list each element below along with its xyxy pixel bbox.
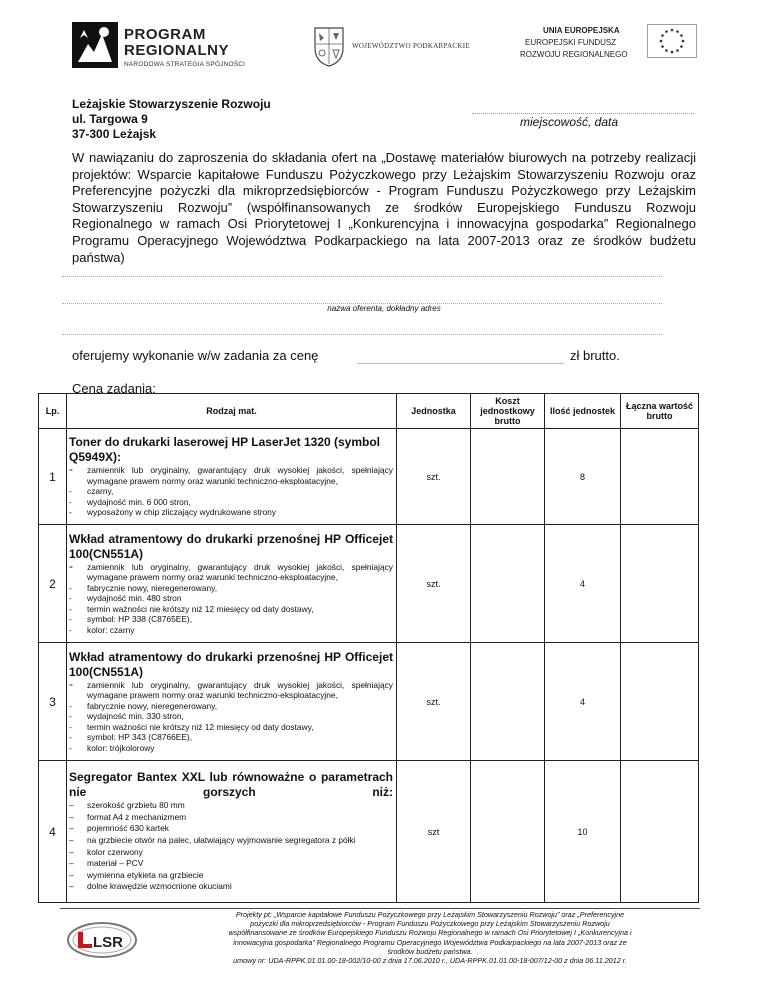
program-regionalny-icon: [72, 22, 118, 68]
footer-line4: innowacyjna gospodarka” Regionalnego Programu Operacyjnego Województwa Podkarpackiego na lata 2007-2013 oraz ze: [233, 937, 627, 947]
row-unit: szt.: [397, 429, 471, 525]
row-qty: 8: [545, 429, 621, 525]
col-name: Rodzaj mat.: [67, 394, 397, 429]
spec-item: – dolne krawędzie wzmocnione okuciami: [69, 881, 393, 891]
row-unit-cost-cell[interactable]: [471, 525, 545, 643]
row-total-cell[interactable]: [621, 525, 699, 643]
col-unit-cost: Koszt jednostkowy brutto: [471, 394, 545, 429]
spec-item: – szerokość grzbietu 80 mm: [69, 800, 393, 810]
spec-item: – materiał – PCV: [69, 858, 393, 868]
spec-item: - termin ważności nie krótszy niż 12 miesięcy od daty dostawy,: [69, 722, 393, 732]
spec-item: - symbol: HP 343 (C8766EE),: [69, 732, 393, 742]
price-field[interactable]: [357, 363, 564, 364]
row-total-cell[interactable]: [621, 643, 699, 761]
table-row: [39, 643, 699, 761]
row-desc: [67, 525, 397, 643]
address-line1: Leżajskie Stowarzyszenie Rozwoju: [72, 97, 271, 111]
col-lp: Lp.: [39, 394, 67, 429]
item-title: Segregator Bantex XXL lub równoważne o parametrach nie gorszych niż:: [69, 770, 393, 799]
row-desc: [67, 643, 397, 761]
footer-divider: [60, 908, 700, 909]
footer-line3: współfinansowane ze środków Europejskiego Funduszu Rozwoju Regionalnego w ramach Osi Priorytetowej I „Konkurencyjna i: [228, 928, 632, 938]
cena-label: Cena zadania:: [72, 381, 156, 396]
row-lp: 1: [39, 429, 67, 525]
offerer-field-line-1[interactable]: [62, 276, 662, 277]
spec-item: – format A4 z mechanizmem: [69, 812, 393, 822]
row-lp: 4: [39, 761, 67, 903]
spec-item: – na grzbiecie otwór na palec, ułatwiający wyjmowanie segregatora z półki: [69, 835, 393, 845]
spec-item: - zamiennik lub oryginalny, gwarantujący druk wysokiej jakości, spełniający wymagane prawem normy oraz warunki techniczno-eksploatacyjne,: [69, 465, 393, 486]
offerer-label: nazwa oferenta, dokładny adres: [327, 304, 441, 313]
offer-text: oferujemy wykonanie w/w zadania za cenę: [72, 348, 319, 363]
spec-item: – wymienna etykieta na grzbiecie: [69, 870, 393, 880]
row-lp: 3: [39, 643, 67, 761]
eu-logo: [515, 24, 705, 74]
voivodeship-name: WOJEWÓDZTWO PODKARPACKIE: [352, 42, 470, 50]
item-specs: [69, 680, 393, 753]
podkarpackie-crest-icon: [312, 24, 346, 68]
spec-item: - zamiennik lub oryginalny, gwarantujący druk wysokiej jakości, spełniający wymagane prawem normy oraz warunki techniczno-eksploatacyjne,: [69, 680, 393, 701]
row-qty: 4: [545, 643, 621, 761]
footer-line1: Projekty pt: „Wsparcie kapitałowe Funduszu Pożyczkowego przy Leżajskim Stowarzyszeniu Rozwoju” oraz „Preferencyjne: [235, 910, 625, 919]
col-total: Łączna wartość brutto: [621, 394, 699, 429]
footer-line2: pożyczki dla mikroprzedsiębiorców - Program Funduszu Pożyczkowego przy Leżajskim Stowarzyszeniu Rozwoju: [250, 919, 610, 929]
recipient-address: [72, 97, 271, 142]
row-unit: szt.: [397, 643, 471, 761]
spec-item: - symbol: HP 338 (C8765EE),: [69, 614, 393, 624]
footer-line6: umowy nr: UDA-RPPK.01.01.00-18-002/10-00 z dnia 17.06.2010 r., UDA-RPPK.01.01.00-18-007/12-00 z dnia 06.11.2012 r.: [233, 956, 627, 966]
spec-item: – pojemność 630 kartek: [69, 823, 393, 833]
eu-line2: EUROPEJSKI FUNDUSZ: [525, 38, 617, 47]
row-total-cell[interactable]: [621, 761, 699, 903]
row-unit-cost-cell[interactable]: [471, 761, 545, 903]
row-total-cell[interactable]: [621, 429, 699, 525]
spec-item: - kolor: czarny: [69, 625, 393, 635]
footer-line5: środków budżetu państwa.: [387, 946, 473, 956]
col-unit: Jednostka: [397, 394, 471, 429]
item-title: Wkład atramentowy do drukarki przenośnej HP Officejet 100(CN551A): [69, 650, 393, 679]
row-qty: 10: [545, 761, 621, 903]
row-unit-cost-cell[interactable]: [471, 429, 545, 525]
table-row: [39, 429, 699, 525]
table-header-row: [39, 394, 699, 429]
row-desc: [67, 761, 397, 903]
row-lp: 2: [39, 525, 67, 643]
program-line1: PROGRAM: [124, 26, 206, 43]
spec-item: - wyposażony w chip zliczający wydrukowane strony: [69, 507, 393, 517]
item-specs: [69, 562, 393, 635]
item-title: Toner do drukarki laserowej HP LaserJet 1320 (symbol Q5949X):: [69, 435, 381, 464]
item-specs: [69, 800, 393, 892]
row-unit: szt.: [397, 525, 471, 643]
podkarpackie-logo: [312, 24, 502, 74]
lsr-logo-text: LSR: [93, 934, 123, 951]
eu-line3: ROZWOJU REGIONALNEGO: [520, 50, 628, 59]
eu-line1: UNIA EUROPEJSKA: [543, 26, 620, 35]
row-desc: [67, 429, 397, 525]
spec-item: - fabrycznie nowy, nieregenerowany,: [69, 701, 393, 711]
program-line3: NARODOWA STRATEGIA SPÓJNOŚCI: [124, 61, 246, 68]
header-logos: [0, 18, 768, 78]
spec-item: - termin ważności nie krótszy niż 12 miesięcy od daty dostawy,: [69, 604, 393, 614]
item-title: Wkład atramentowy do drukarki przenośnej HP Officejet 100(CN551A): [69, 532, 393, 561]
intro-paragraph: W nawiązaniu do zaproszenia do składania ofert na „Dostawę materiałów biurowych na potrzeby realizacji projektów: Wsparcie kapitałowe Funduszu Pożyczkowego przy Leżajskim Stowarzyszeniu Rozwoju oraz Preferencyjne pożyczki dla mikroprzedsiębiorców - Program Funduszu Pożyczkowego przy Leżajskim Stowarzyszeniu Rozwoju” (współfinansowanych ze środków Europejskiego Funduszu Rozwoju Regionalnego w ramach Osi Priorytetowej I „Konkurencyjna i innowacyjna gospodarka” Regionalnego Programu Operacyjnego Województwa Podkarpackiego na lata 2007-2013 oraz ze środków budżetu państwa): [72, 150, 696, 265]
spec-item: - kolor: trójkolorowy: [69, 743, 393, 753]
address-line3: 37-300 Leżajsk: [72, 127, 157, 141]
program-line2: REGIONALNY: [124, 42, 230, 59]
col-qty: Ilość jednostek: [545, 394, 621, 429]
place-date-label: miejscowość, data: [520, 115, 619, 129]
footer-text: [150, 910, 710, 965]
spec-item: - fabrycznie nowy, nieregenerowany,: [69, 583, 393, 593]
row-qty: 4: [545, 525, 621, 643]
spec-item: - wydajność min. 330 stron,: [69, 711, 393, 721]
table-row: [39, 525, 699, 643]
spec-item: – kolor czerwony: [69, 847, 393, 857]
eu-flag-icon: [647, 24, 697, 58]
item-specs: [69, 465, 393, 517]
place-date-field[interactable]: [472, 113, 694, 114]
row-unit-cost-cell[interactable]: [471, 643, 545, 761]
lsr-logo-icon: [66, 920, 138, 960]
program-regionalny-logo: [72, 22, 272, 78]
table-row: [39, 761, 699, 903]
spec-item: - wydajność min. 6 000 stron,: [69, 497, 393, 507]
items-table: [38, 393, 699, 903]
address-line2: ul. Targowa 9: [72, 112, 148, 126]
spec-item: - czarny,: [69, 486, 393, 496]
spec-item: - zamiennik lub oryginalny, gwarantujący druk wysokiej jakości, spełniający wymagane prawem normy oraz warunki techniczno-eksploatacyjne,: [69, 562, 393, 583]
offerer-field-line-3[interactable]: [62, 334, 662, 335]
price-currency: zł brutto.: [570, 348, 620, 363]
row-unit: szt: [397, 761, 471, 903]
spec-item: - wydajność min. 480 stron: [69, 593, 393, 603]
